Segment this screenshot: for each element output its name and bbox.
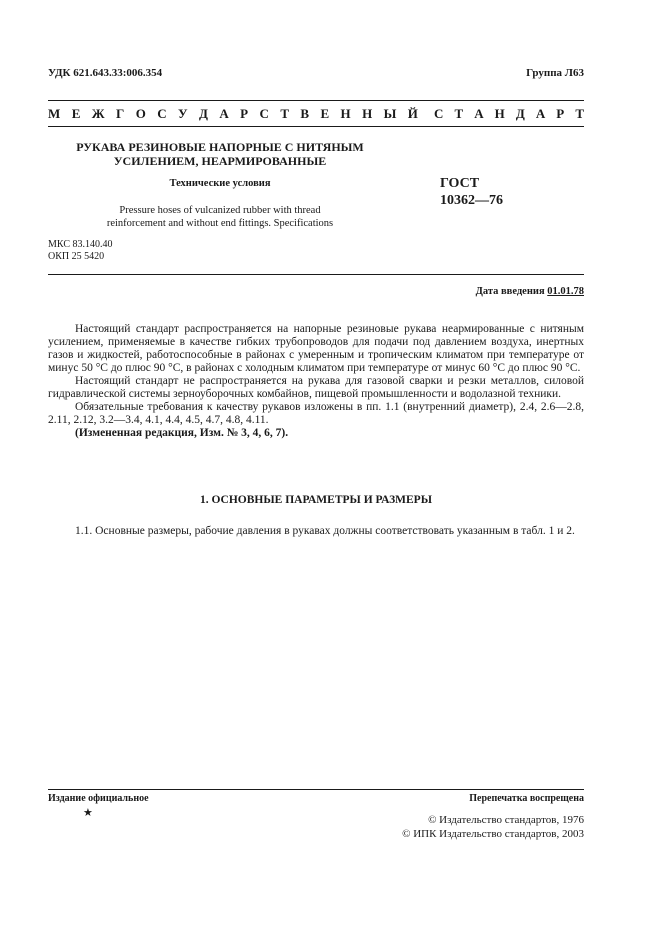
banner-letter: Е — [320, 106, 330, 121]
gost-label: ГОСТ — [440, 176, 480, 191]
section-1-heading: 1. ОСНОВНЫЕ ПАРАМЕТРЫ И РАЗМЕРЫ — [199, 494, 433, 506]
clause-1-1: 1.1. Основные размеры, рабочие давления в рукавах должны соответствовать указанным в табл. 1 и 2. — [75, 525, 575, 537]
date-label: Дата введения — [475, 286, 545, 297]
star-icon: ★ — [83, 807, 93, 819]
banner-letter: Ы — [383, 106, 397, 121]
footer-rule — [48, 789, 584, 790]
english-title-line-1: Pressure hoses of vulcanized rubber with thread — [119, 205, 321, 216]
copyright-line-1: © Издательство стандартов, 1976 — [428, 814, 584, 826]
udk-code: УДК 621.643.33:006.354 — [48, 67, 163, 79]
banner-letter: С — [434, 106, 444, 121]
banner-letter: Т — [454, 106, 464, 121]
banner-letter: Н — [340, 106, 351, 121]
banner-letter: С — [157, 106, 167, 121]
banner-letter: А — [219, 106, 229, 121]
banner-letter: О — [135, 106, 146, 121]
copyright-line-2: © ИПК Издательство стандартов, 2003 — [402, 828, 584, 840]
english-title — [60, 204, 380, 230]
banner-letter: У — [178, 106, 188, 121]
section-1-text — [48, 525, 584, 538]
banner-word-interstate — [48, 106, 418, 122]
banner-letter: Д — [199, 106, 208, 121]
banner-letter: Е — [71, 106, 81, 121]
banner-letter: Г — [116, 106, 125, 121]
amendment-note: (Измененная редакция, Изм. № 3, 4, 6, 7). — [75, 427, 289, 439]
banner-letter: Й — [407, 106, 418, 121]
title-line-1: РУКАВА РЕЗИНОВЫЕ НАПОРНЫЕ С НИТЯНЫМ — [76, 140, 364, 154]
banner-letter: Н — [494, 106, 505, 121]
classification-codes — [48, 239, 112, 263]
mid-rule — [48, 274, 584, 275]
group-code: Группа Л63 — [526, 67, 584, 79]
intro-paragraph-2: Настоящий стандарт не распространяется на рукава для газовой сварки и резки металлов, силовой гидравлической системы зерноуборочных комбайнов, пищевой промышленности и водолазной техники. — [48, 375, 584, 400]
date-value: 01.01.78 — [547, 286, 584, 297]
banner-letter: Ж — [91, 106, 105, 121]
banner-letter: Д — [515, 106, 525, 121]
intro-paragraph-1: Настоящий стандарт распространяется на напорные резиновые рукава неармированные с нитяным усилением, применяемые в качестве гибких трубопроводов для подачи под давлением воздуха, инертных газов и жидкостей, работоспособные в районах с умеренным и тропическим климатом при температуре от минус 50 °С до плюс 90 °С, в районах с холодным климатом при температуре от минус 60 °С до плюс 90 °С. — [48, 323, 584, 374]
gost-number — [440, 175, 530, 209]
mks-code: МКС 83.140.40 — [48, 239, 113, 250]
intro-text — [48, 323, 584, 440]
okp-code: ОКП 25 5420 — [48, 251, 105, 262]
document-subtitle: Технические условия — [169, 178, 271, 189]
banner-letter: С — [259, 106, 269, 121]
effective-date — [476, 286, 584, 297]
official-edition: Издание официальное — [48, 793, 149, 804]
english-title-line-2: reinforcement and without end fittings. Specifications — [106, 218, 334, 229]
copyright-block — [402, 813, 584, 841]
banner-word-standard — [434, 106, 584, 122]
banner-letter: А — [535, 106, 546, 121]
banner-letter: М — [48, 106, 61, 121]
document-title — [60, 140, 380, 168]
banner-letter: Н — [362, 106, 373, 121]
top-rule — [48, 100, 584, 101]
reprint-prohibited: Перепечатка воспрещена — [469, 793, 584, 804]
standard-banner — [48, 106, 584, 122]
banner-letter: В — [300, 106, 310, 121]
banner-letter: А — [474, 106, 484, 121]
banner-letter: Т — [280, 106, 289, 121]
intro-paragraph-3: Обязательные требования к качеству рукавов изложены в пп. 1.1 (внутренний диаметр), 2.4, 2.6—2.8, 2.11, 2.12, 3.2—3.4, 4.1, 4.4, 4.5, 4.7, 4.8, 4.11. — [48, 401, 584, 426]
banner-bottom-rule — [48, 126, 584, 127]
banner-letter: Р — [240, 106, 249, 121]
gost-code: 10362—76 — [440, 193, 503, 208]
title-line-2: УСИЛЕНИЕМ, НЕАРМИРОВАННЫЕ — [113, 154, 327, 168]
banner-letter: Р — [556, 106, 565, 121]
banner-letter: Т — [575, 106, 584, 121]
